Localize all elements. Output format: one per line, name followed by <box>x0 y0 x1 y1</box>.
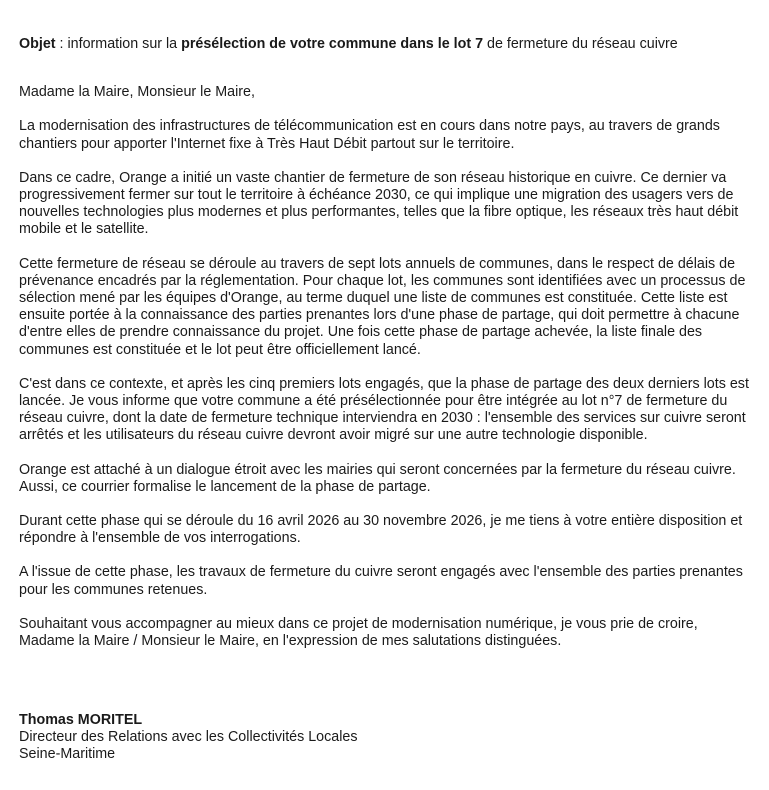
signature-block <box>19 712 358 764</box>
paragraph-dialogue: Orange est attaché à un dialogue étroit avec les mairies qui seront concernées par la fermeture du réseau cuivre. Aussi, ce courrier formalise le lancement de la phase de partage. <box>19 461 736 495</box>
subject-text-before: information sur la <box>67 36 182 52</box>
paragraph-works: A l'issue de cette phase, les travaux de fermeture du cuivre seront engagés avec l'ensemble des parties prenantes pour les communes retenues. <box>19 564 743 598</box>
subject-line <box>19 36 749 53</box>
paragraph-lots: Cette fermeture de réseau se déroule au travers de sept lots annuels de communes, dans le respect de délais de prévenance encadrés par la réglementation. Pour chaque lot, les communes sont identifiées avec un processus de sélection mené par les équipes d'Orange, au terme duquel une liste de communes est constituée. Cette liste est ensuite portée à la connaissance des parties prenantes lors d'une phase de partage, qui doit permettre à chacune d'entre elles de prendre connaissance du projet. Une fois cette phase de partage achevée, la liste finale des communes est constituée et le lot peut être officiellement lancé. <box>19 255 746 358</box>
subject-label: Objet <box>19 36 56 52</box>
signature-name: Thomas MORITEL <box>19 712 143 728</box>
salutation: Madame la Maire, Monsieur le Maire, <box>19 84 255 101</box>
subject-text-after: de fermeture du réseau cuivre <box>483 36 678 52</box>
paragraph-modernisation: La modernisation des infrastructures de télécommunication est en cours dans notre pays, au travers de grands chantiers pour apporter l'Internet fixe à Très Haut Débit partout sur le territoire. <box>19 118 720 152</box>
signature-title: Directeur des Relations avec les Collectivités Locales <box>19 729 358 746</box>
paragraph-preselection: C'est dans ce contexte, et après les cinq premiers lots engagés, que la phase de partage des deux derniers lots est lancée. Je vous informe que votre commune a été présélectionnée pour être intégrée au lot n°7 de fermeture du réseau cuivre, dont la date de fermeture technique interviendra en 2030 : l'ensemble des services sur cuivre seront arrêtés et les utilisateurs du réseau cuivre devront avoir migré sur une autre technologie disponible. <box>19 375 749 444</box>
paragraph-context: Dans ce cadre, Orange a initié un vaste chantier de fermeture de son réseau historique en cuivre. Ce dernier va progressivement fermer sur tout le territoire à échéance 2030, ce qui implique une migration des usagers vers de nouvelles technologies plus modernes et plus performantes, telles que la fibre optique, les réseaux très haut débit mobile et le satellite. <box>19 169 739 238</box>
signature-region: Seine-Maritime <box>19 746 116 763</box>
subject-text-bold: présélection de votre commune dans le lot 7 <box>181 36 484 52</box>
paragraph-phase-dates: Durant cette phase qui se déroule du 16 avril 2026 au 30 novembre 2026, je me tiens à votre entière disposition et répondre à l'ensemble de vos interrogations. <box>19 513 743 547</box>
subject-separator: : <box>55 36 68 52</box>
paragraph-closing: Souhaitant vous accompagner au mieux dans ce projet de modernisation numérique, je vous prie de croire, Madame la Maire / Monsieur le Maire, en l'expression de mes salutations distinguées. <box>19 615 698 650</box>
letter-body <box>19 36 749 650</box>
